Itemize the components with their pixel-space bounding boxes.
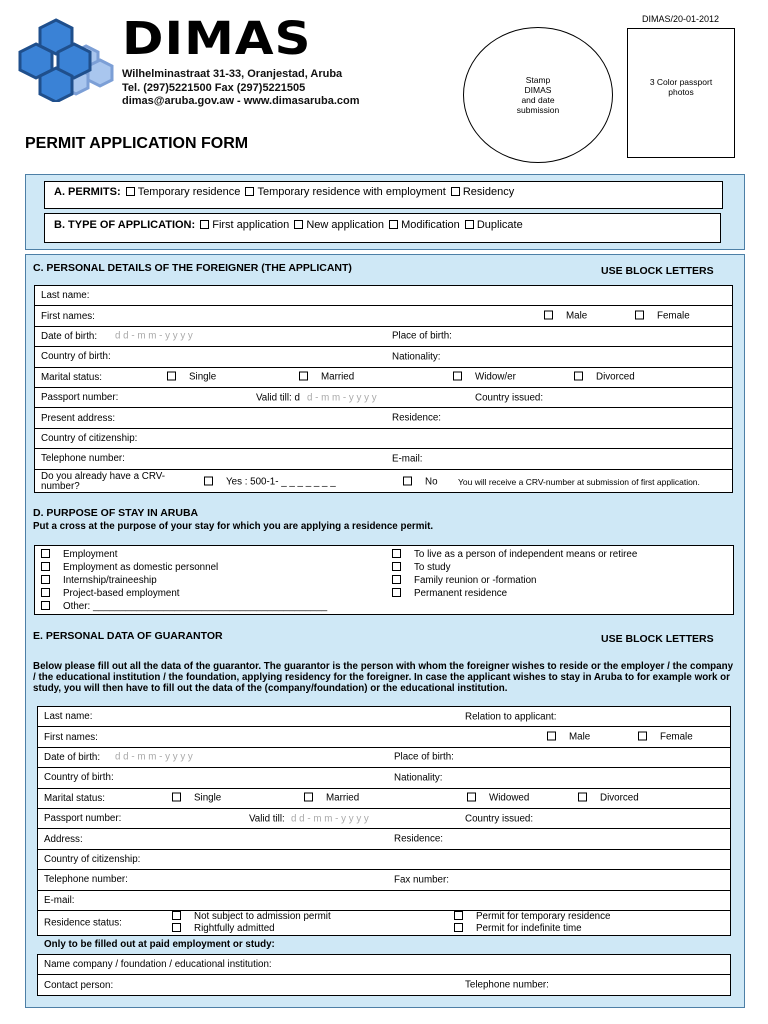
checkbox-g-female[interactable] <box>638 732 647 741</box>
label: Married <box>321 371 355 383</box>
checkbox-rightfully-admitted[interactable] <box>172 923 181 932</box>
label: E-mail: <box>392 453 423 465</box>
checkbox-domestic[interactable] <box>41 562 50 571</box>
label: Country issued: <box>475 392 544 404</box>
checkbox-g-male[interactable] <box>547 732 556 741</box>
date-placeholder: d d - m m - y y y y <box>115 330 193 342</box>
checkbox-other[interactable] <box>41 601 50 610</box>
label: Nationality: <box>394 772 443 784</box>
label: Last name: <box>44 711 93 723</box>
purpose-left-column <box>39 548 327 613</box>
field-country-of-birth[interactable] <box>35 347 732 367</box>
date-placeholder: d d - m m - y y y y <box>291 813 369 825</box>
checkbox-independent[interactable] <box>392 549 401 558</box>
purpose-right-column <box>390 548 637 600</box>
field-g-citizenship[interactable] <box>38 849 730 869</box>
dimas-logo-icon <box>16 16 126 102</box>
label: Country of citizenship: <box>44 853 141 865</box>
checkbox-duplicate[interactable] <box>465 220 474 229</box>
purpose-list <box>34 545 734 615</box>
field-date-of-birth[interactable] <box>35 326 732 346</box>
label: First names: <box>41 310 95 322</box>
checkbox-g-divorced[interactable] <box>578 793 587 802</box>
label: Nationality: <box>392 351 441 363</box>
label: Female <box>657 310 690 322</box>
label: Country of birth: <box>44 772 114 784</box>
option-label: Duplicate <box>476 219 523 231</box>
field-g-first-names[interactable] <box>38 727 730 747</box>
section-b-label: B. TYPE OF APPLICATION: <box>54 219 196 231</box>
field-last-name[interactable] <box>35 286 732 306</box>
label: Place of birth: <box>394 751 454 763</box>
label: Permit for indefinite time <box>476 922 582 934</box>
label: Residence: <box>394 833 444 845</box>
field-g-date-of-birth[interactable] <box>38 747 730 767</box>
label: Date of birth: <box>44 751 101 763</box>
checkbox-not-subject[interactable] <box>172 911 181 920</box>
field-g-last-name[interactable] <box>38 707 730 727</box>
field-g-passport-number[interactable] <box>38 808 730 828</box>
field-first-names[interactable] <box>35 306 732 326</box>
checkbox-residency[interactable] <box>451 187 460 196</box>
checkbox-temp-residence-employment[interactable] <box>245 187 254 196</box>
checkbox-project[interactable] <box>41 588 50 597</box>
field-g-address[interactable] <box>38 829 730 849</box>
email-web-line: dimas@aruba.gov.aw - www.dimasaruba.com <box>122 95 360 107</box>
label: Widowed <box>489 792 530 804</box>
label: Name company / foundation / educational institution: <box>44 959 272 971</box>
date-placeholder: d - m m - y y y y <box>307 392 377 404</box>
option-label: Permanent residence <box>414 588 508 599</box>
label: Telephone number: <box>465 979 549 991</box>
label: Rightfully admitted <box>194 922 275 934</box>
block-letters-note: USE BLOCK LETTERS <box>601 265 714 277</box>
field-g-marital-status[interactable] <box>38 788 730 808</box>
employer-table <box>37 954 731 996</box>
label: Fax number: <box>394 874 449 886</box>
label: number? <box>41 481 80 493</box>
checkbox-g-widowed[interactable] <box>467 793 476 802</box>
label: Country of birth: <box>41 351 111 363</box>
date-placeholder: d d - m m - y y y y <box>115 751 193 763</box>
field-g-residence-status[interactable] <box>38 910 730 935</box>
checkbox-crv-yes[interactable] <box>204 477 213 486</box>
block-letters-note: USE BLOCK LETTERS <box>601 633 714 645</box>
label: Married <box>326 792 360 804</box>
field-crv-number[interactable] <box>35 469 732 495</box>
crv-note: You will receive a CRV-number at submission of first application. <box>458 477 700 488</box>
label: Present address: <box>41 412 116 424</box>
label: First names: <box>44 731 98 743</box>
checkbox-male[interactable] <box>544 311 553 320</box>
label: Female <box>660 731 693 743</box>
checkbox-widow[interactable] <box>453 372 462 381</box>
label: Passport number: <box>44 813 122 825</box>
section-e-title: E. PERSONAL DATA OF GUARANTOR <box>33 630 223 642</box>
label: Country issued: <box>465 813 534 825</box>
label: Address: <box>44 833 83 845</box>
applicant-details-table <box>34 285 733 493</box>
checkbox-single[interactable] <box>167 372 176 381</box>
section-a-permits <box>44 181 723 209</box>
section-d-title: D. PURPOSE OF STAY IN ARUBA <box>33 507 199 519</box>
option-label: Modification <box>401 219 460 231</box>
option-label: Project-based employment <box>63 588 180 599</box>
label: Telephone number: <box>41 453 125 465</box>
form-title: PERMIT APPLICATION FORM <box>25 135 249 152</box>
label: Contact person: <box>44 979 114 991</box>
option-label: To live as a person of independent means or retiree <box>414 549 638 560</box>
option-label: Residency <box>462 186 515 198</box>
option-label: Temporary residence <box>137 186 241 198</box>
checkbox-permanent[interactable] <box>392 588 401 597</box>
guarantor-instructions: Below please fill out all the data of the guarantor. The guarantor is the person with whom the foreigner wishes to reside or the employer / the company / the educational institution / the foundation, applying residency for the foreigner. In case the applicant wishes to stay in Aruba to for example work or study, you will then have to fill out the data of the (company/foundation) or the educational institution. <box>33 661 734 694</box>
field-contact-person[interactable] <box>38 975 730 995</box>
section-c-title: C. PERSONAL DETAILS OF THE FOREIGNER (THE APPLICANT) <box>33 262 352 274</box>
label: No <box>425 476 438 488</box>
label: Male <box>569 731 591 743</box>
label: Residence: <box>392 412 442 424</box>
option-label: Other: ___________________________________________ <box>63 601 328 612</box>
label: Yes : 500-1- _ _ _ _ _ _ _ <box>226 476 336 488</box>
label: Marital status: <box>44 792 105 804</box>
checkbox-indefinite-permit[interactable] <box>454 923 463 932</box>
checkbox-temp-residence[interactable] <box>126 187 135 196</box>
label: Passport number: <box>41 392 119 404</box>
section-b-application-type <box>44 213 721 243</box>
option-label: New application <box>306 219 384 231</box>
section-d-subtitle: Put a cross at the purpose of your stay for which you are applying a residence permit. <box>33 521 434 532</box>
label: Do you already have a CRV- <box>41 471 165 483</box>
field-country-of-citizenship[interactable] <box>35 428 732 448</box>
checkbox-married[interactable] <box>299 372 308 381</box>
paid-employment-note: Only to be filled out at paid employment or study: <box>44 939 275 950</box>
passport-photo-box: 3 Color passport photos <box>627 28 735 158</box>
checkbox-internship[interactable] <box>41 575 50 584</box>
label: Telephone number: <box>44 874 128 886</box>
label: Relation to applicant: <box>465 711 557 723</box>
address-block <box>122 68 360 109</box>
checkbox-divorced[interactable] <box>574 372 583 381</box>
checkbox-first-application[interactable] <box>200 220 209 229</box>
field-telephone[interactable] <box>35 449 732 469</box>
option-label: Employment <box>63 549 118 560</box>
option-label: First application <box>212 219 290 231</box>
checkbox-modification[interactable] <box>389 220 398 229</box>
option-label: Temporary residence with employment <box>257 186 446 198</box>
checkbox-family[interactable] <box>392 575 401 584</box>
label: Date of birth: <box>41 330 98 342</box>
field-g-email[interactable] <box>38 890 730 910</box>
checkbox-female[interactable] <box>635 311 644 320</box>
label: Country of citizenship: <box>41 432 138 444</box>
section-a-label: A. PERMITS: <box>54 186 121 198</box>
option-label: Employment as domestic personnel <box>63 562 219 573</box>
option-label: Family reunion or -formation <box>414 575 537 586</box>
label: Residence status: <box>44 917 122 929</box>
field-present-address[interactable] <box>35 408 732 428</box>
label: Single <box>194 792 222 804</box>
label: Valid till: <box>249 813 285 825</box>
address-line: Wilhelminastraat 31-33, Oranjestad, Aruba <box>122 68 343 80</box>
label: Not subject to admission permit <box>194 910 331 922</box>
label: Single <box>189 371 217 383</box>
option-label: Internship/traineeship <box>63 575 157 586</box>
label: Divorced <box>600 792 639 804</box>
guarantor-details-table <box>37 706 731 936</box>
label: Last name: <box>41 290 90 302</box>
contact-line: Tel. (297)5221500 Fax (297)5221505 <box>122 81 306 94</box>
label: Male <box>566 310 588 322</box>
label: Widow/er <box>475 371 516 383</box>
label: Valid till: d <box>256 392 300 404</box>
field-g-country-of-birth[interactable] <box>38 768 730 788</box>
label: Divorced <box>596 371 635 383</box>
checkbox-g-single[interactable] <box>172 793 181 802</box>
field-g-telephone[interactable] <box>38 870 730 890</box>
stamp-circle: Stamp DIMAS and date submission <box>463 27 613 163</box>
checkbox-g-married[interactable] <box>304 793 313 802</box>
brand-name: DIMAS <box>122 12 312 65</box>
checkbox-crv-no[interactable] <box>403 477 412 486</box>
label: Permit for temporary residence <box>476 910 611 922</box>
label: E-mail: <box>44 894 75 906</box>
field-passport-number[interactable] <box>35 387 732 407</box>
option-label: To study <box>414 562 451 573</box>
checkbox-new-application[interactable] <box>294 220 303 229</box>
checkbox-temporary-permit[interactable] <box>454 911 463 920</box>
label: Marital status: <box>41 371 102 383</box>
field-marital-status[interactable] <box>35 367 732 387</box>
checkbox-study[interactable] <box>392 562 401 571</box>
checkbox-employment[interactable] <box>41 549 50 558</box>
document-id: DIMAS/20-01-2012 <box>642 14 720 24</box>
label: Place of birth: <box>392 330 452 342</box>
field-company-name[interactable] <box>38 955 730 975</box>
